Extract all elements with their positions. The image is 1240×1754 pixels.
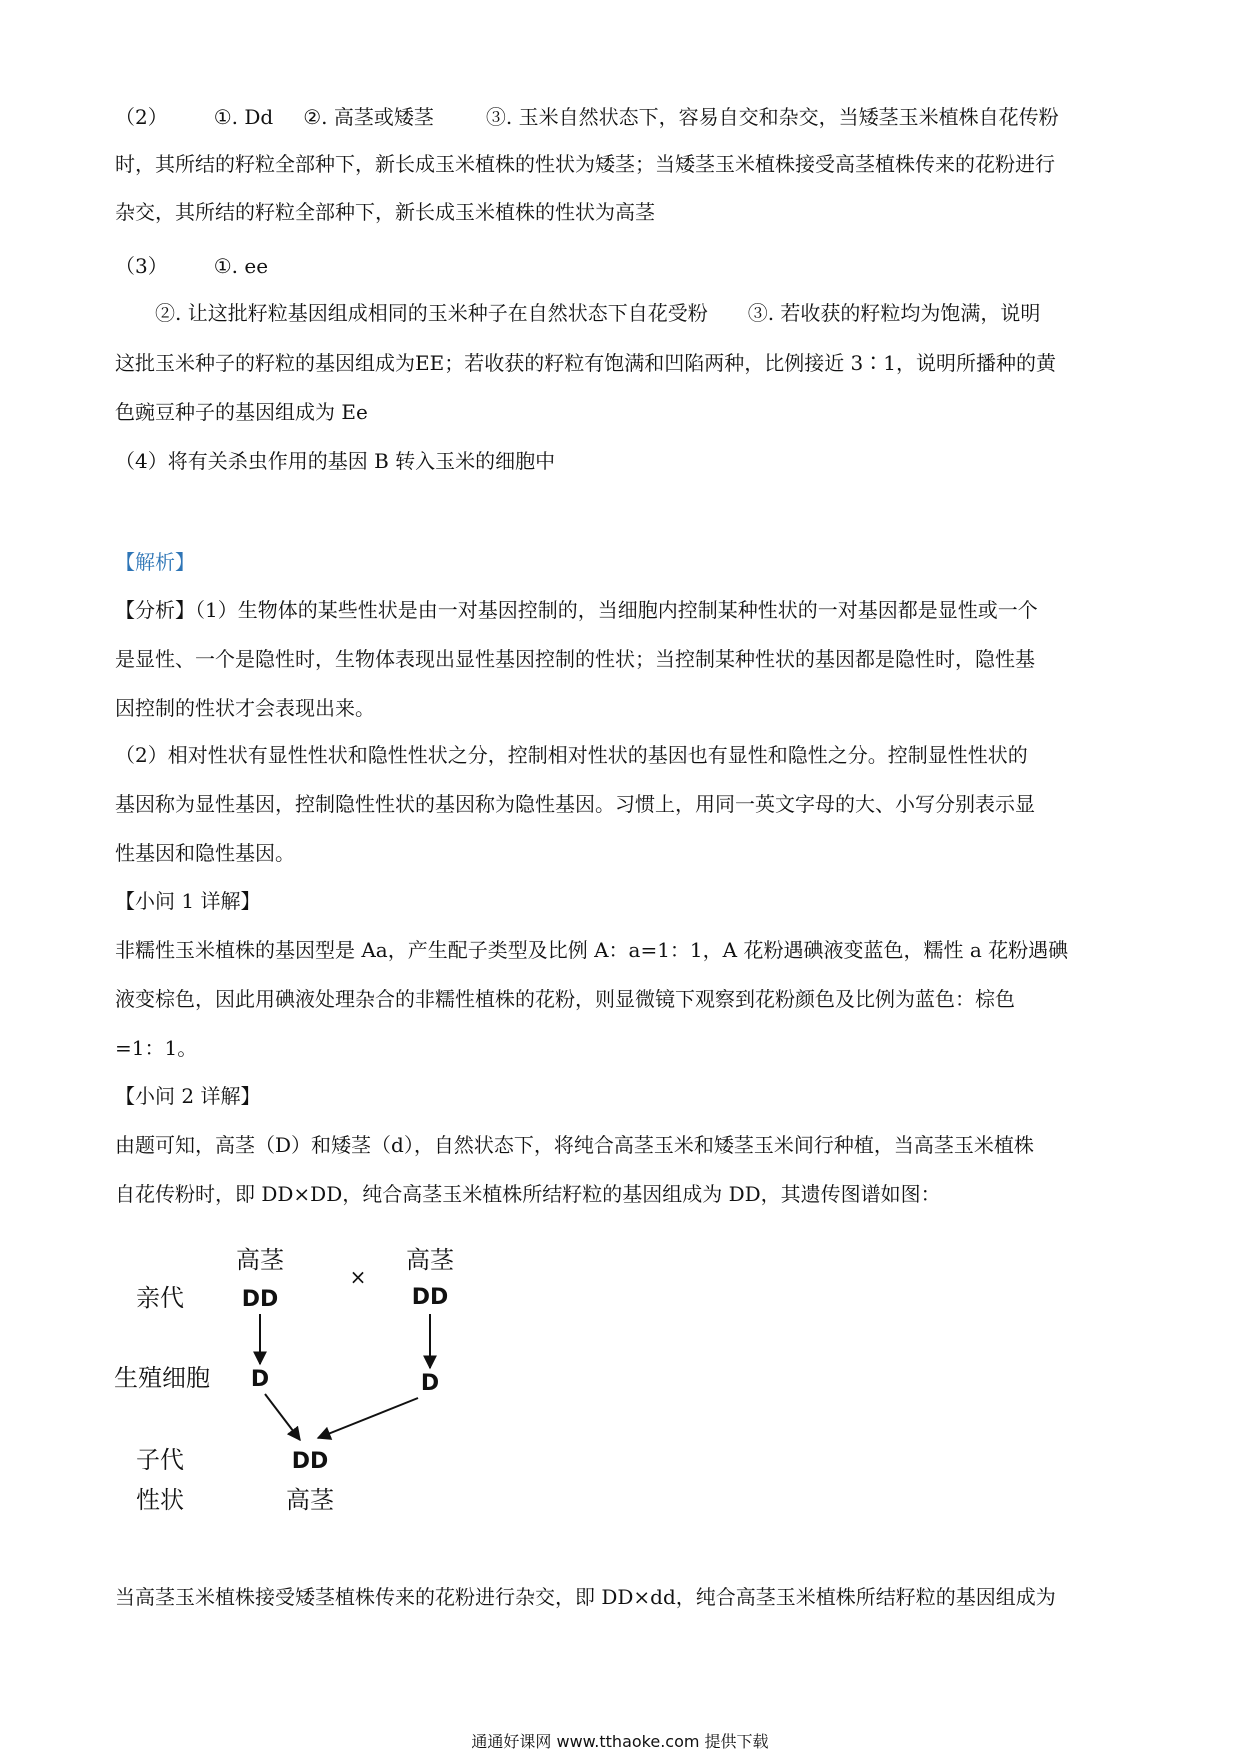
row-label-parent: 亲代 — [136, 1284, 184, 1312]
answer-q2-line3: 杂交，其所结的籽粒全部种下，新长成玉米植株的性状为高茎 — [115, 200, 655, 224]
q2-answer-2: ②. 高茎或矮茎 — [303, 105, 434, 129]
analysis-p2-line1: （2）相对性状有显性性状和隐性性状之分，控制相对性状的基因也有显性和隐性之分。控制显性性状的 — [115, 743, 1028, 767]
sub2-heading: 【小问 2 详解】 — [115, 1084, 261, 1108]
cross-symbol: × — [349, 1265, 367, 1289]
answer-q3-line1 — [115, 252, 268, 280]
sub2-line1: 由题可知，高茎（D）和矮茎（d），自然状态下，将纯合高茎玉米和矮茎玉米间行种植，当高茎玉米植株 — [115, 1133, 1034, 1157]
analysis-p2-line2: 基因称为显性基因，控制隐性性状的基因称为隐性基因。习惯上，用同一英文字母的大、小写分别表示显 — [115, 792, 1035, 816]
answer-q3-line4: 色豌豆种子的基因组成为 Ee — [115, 400, 368, 424]
q2-answer-1: ①. Dd — [213, 105, 274, 129]
genetic-cross-diagram — [100, 1228, 520, 1528]
q2-answer-3: ③. 玉米自然状态下，容易自交和杂交，当矮茎玉米植株自花传粉 — [485, 105, 1059, 129]
answer-q2-line1 — [115, 103, 1059, 131]
row-label-gamete: 生殖细胞 — [114, 1364, 210, 1392]
q3-answer-3: ③. 若收获的籽粒均为饱满，说明 — [747, 301, 1041, 325]
offspring-trait: 高茎 — [286, 1486, 334, 1514]
left-gamete: D — [250, 1367, 270, 1392]
right-parent-genotype: DD — [411, 1285, 449, 1310]
right-parent-trait: 高茎 — [406, 1246, 454, 1274]
right-gamete-arrow — [318, 1398, 418, 1438]
sub2-line2: 自花传粉时，即 DD×DD，纯合高茎玉米植株所结籽粒的基因组成为 DD，其遗传图谱如图： — [115, 1182, 941, 1206]
row-label-offspring: 子代 — [136, 1446, 184, 1474]
analysis-fenxi-line2: 是显性、一个是隐性时，生物体表现出显性基因控制的性状；当控制某种性状的基因都是隐性时，隐性基 — [115, 647, 1035, 671]
last-line: 当高茎玉米植株接受矮茎植株传来的花粉进行杂交，即 DD×dd，纯合高茎玉米植株所结籽粒的基因组成为 — [115, 1585, 1056, 1609]
answer-q3-line2 — [155, 299, 1040, 327]
q3-answer-1: ①. ee — [213, 254, 269, 278]
left-parent-genotype: DD — [241, 1287, 279, 1312]
left-parent-trait: 高茎 — [236, 1246, 284, 1274]
q3-number: （3） — [115, 254, 168, 278]
sub1-line1: 非糯性玉米植株的基因型是 Aa，产生配子类型及比例 A：a=1：1，A 花粉遇碘液变蓝色，糯性 a 花粉遇碘 — [115, 938, 1069, 962]
row-label-trait: 性状 — [136, 1486, 184, 1514]
q3-answer-2: ②. 让这批籽粒基因组成相同的玉米种子在自然状态下自花受粉 — [155, 301, 708, 325]
page-footer: 通通好课网 www.tthaoke.com 提供下载 — [471, 1732, 769, 1751]
answer-q3-line3: 这批玉米种子的籽粒的基因组成为EE；若收获的籽粒有饱满和凹陷两种，比例接近 3∶1，说明所播种的黄 — [115, 351, 1057, 375]
sub1-line3: =1：1。 — [115, 1036, 198, 1060]
offspring-genotype: DD — [291, 1449, 329, 1474]
sub1-heading: 【小问 1 详解】 — [115, 889, 261, 913]
analysis-heading: 【解析】 — [115, 550, 195, 574]
right-gamete: D — [420, 1371, 440, 1396]
analysis-p2-line3: 性基因和隐性基因。 — [115, 841, 295, 865]
analysis-fenxi-line1: 【分析】（1）生物体的某些性状是由一对基因控制的，当细胞内控制某种性状的一对基因都是显性或一个 — [115, 598, 1038, 622]
left-gamete-arrow — [265, 1394, 300, 1440]
answer-q2-line2: 时，其所结的籽粒全部种下，新长成玉米植株的性状为矮茎；当矮茎玉米植株接受高茎植株传来的花粉进行 — [115, 152, 1055, 176]
analysis-fenxi-line3: 因控制的性状才会表现出来。 — [115, 696, 375, 720]
answer-q4: （4）将有关杀虫作用的基因 B 转入玉米的细胞中 — [115, 449, 556, 473]
sub1-line2: 液变棕色，因此用碘液处理杂合的非糯性植株的花粉，则显微镜下观察到花粉颜色及比例为蓝色：棕色 — [115, 987, 1015, 1011]
q2-number: （2） — [115, 105, 168, 129]
